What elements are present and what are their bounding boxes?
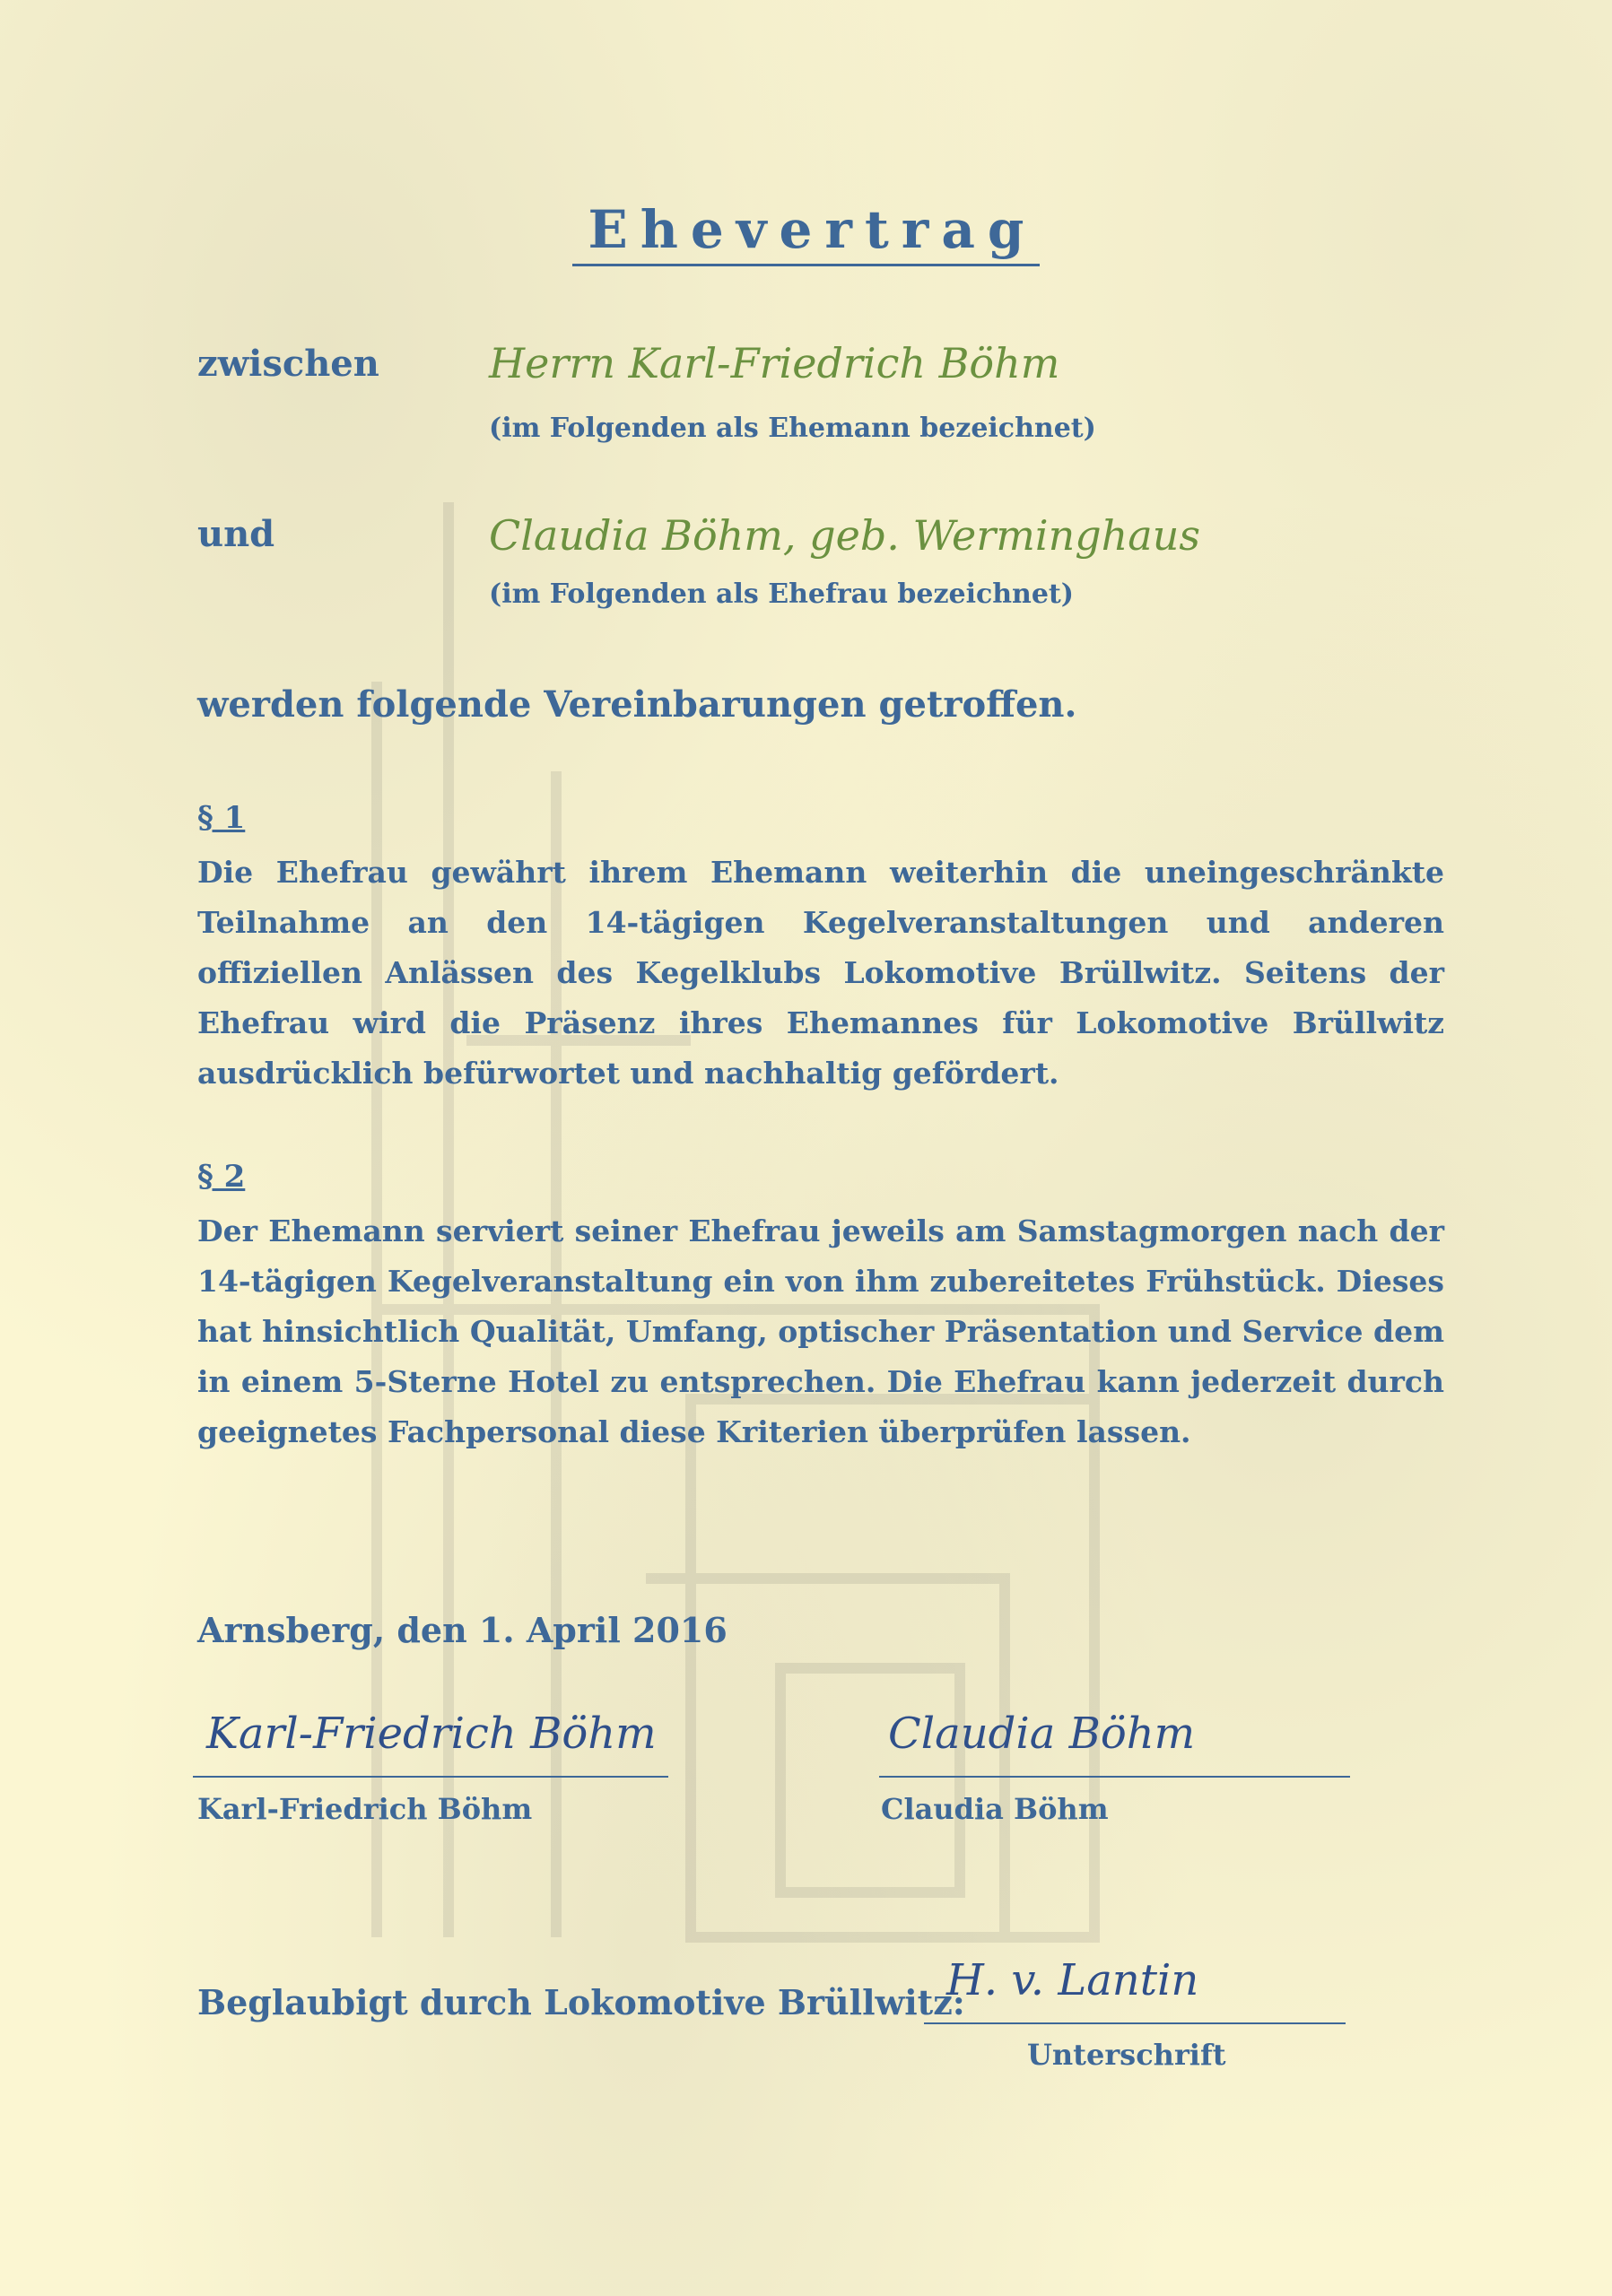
party2-name: Claudia Böhm, geb. Werminghaus [489, 511, 1200, 560]
party1-role: (im Folgenden als Ehemann bezeichnet) [489, 413, 1096, 444]
wife-signature-line [879, 1776, 1350, 1778]
intro-text: werden folgende Vereinbarungen getroffen. [197, 683, 1077, 726]
section-1-heading: § 1 [197, 800, 246, 836]
notary-text: Beglaubigt durch Lokomotive Brüllwitz: [197, 1982, 965, 2022]
place-date: Arnsberg, den 1. April 2016 [197, 1610, 728, 1650]
husband-name-label: Karl-Friedrich Böhm [197, 1792, 533, 1826]
notary-signature: H. v. Lantin [946, 1955, 1199, 2005]
notary-signature-label: Unterschrift [1027, 2038, 1226, 2072]
party1-name: Herrn Karl-Friedrich Böhm [489, 339, 1060, 387]
and-label: und [197, 513, 275, 555]
husband-signature: Karl-Friedrich Böhm [206, 1709, 657, 1759]
notary-signature-line [924, 2022, 1346, 2024]
section-2-heading: § 2 [197, 1159, 246, 1195]
document-title: Ehevertrag [0, 199, 1612, 260]
section-1-text: Die Ehefrau gewährt ihrem Ehemann weiterhin die uneingeschränkte Teilnahme an den 14-tägigen Kegelveranstaltungen und anderen offiziellen Anlässen des Kegelklubs Lokomotive Brüllwitz. Seitens der Ehefrau wird die Präsenz ihres Ehemannes für Lokomotive Brüllwitz ausdrücklich befürwortet und nachhaltig gefördert. [197, 855, 1444, 1091]
between-label: zwischen [197, 343, 379, 385]
party2-role: (im Folgenden als Ehefrau bezeichnet) [489, 578, 1074, 610]
wife-signature: Claudia Böhm [888, 1709, 1196, 1759]
husband-signature-line [193, 1776, 668, 1778]
section-2-text: Der Ehemann serviert seiner Ehefrau jeweils am Samstagmorgen nach der 14-tägigen Kegelveranstaltung ein von ihm zubereitetes Frühstück. Dieses hat hinsichtlich Qualität, Umfang, optischer Präsentation und Service dem in einem 5-Sterne Hotel zu entsprechen. Die Ehefrau kann jederzeit durch geeignetes Fachpersonal diese Kriterien überprüfen lassen. [197, 1213, 1444, 1449]
wife-name-label: Claudia Böhm [881, 1792, 1109, 1826]
